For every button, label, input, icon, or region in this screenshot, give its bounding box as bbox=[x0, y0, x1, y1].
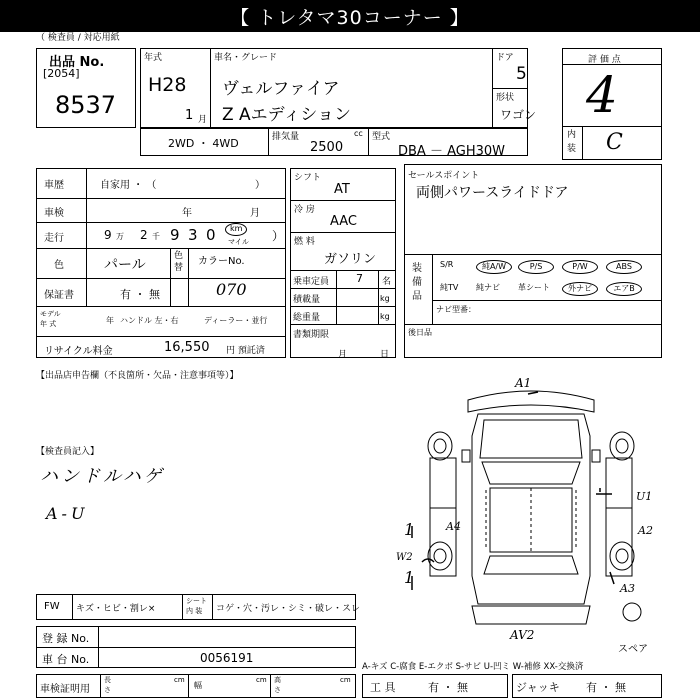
capacity-value: 7 bbox=[356, 272, 363, 285]
displacement-label: 排気量 bbox=[272, 132, 300, 142]
capacity-label: 乗車定員 bbox=[293, 277, 330, 287]
car-rear-window bbox=[484, 556, 578, 574]
inspector-label: 【検査員記入】 bbox=[36, 447, 100, 457]
reg-period-month: 月 bbox=[338, 350, 348, 360]
equipment-item: 革シート bbox=[518, 283, 550, 292]
wheel-rear-right bbox=[610, 542, 634, 570]
load-label: 積載量 bbox=[293, 295, 321, 305]
equipment-item: 外ナビ bbox=[562, 282, 598, 296]
lot-label: 出品 No. bbox=[49, 55, 105, 70]
cert-cm-2: cm bbox=[256, 676, 267, 684]
lot-number: 8537 bbox=[55, 91, 117, 119]
car-hood bbox=[480, 420, 582, 458]
tools-value: 有 ・ 無 bbox=[428, 681, 468, 694]
shift-value: AT bbox=[334, 182, 350, 197]
history-close: ） bbox=[255, 180, 265, 191]
equipment-item: 純ナビ bbox=[476, 283, 500, 292]
details-grid bbox=[36, 168, 286, 358]
score-label: 評 価 点 bbox=[588, 55, 621, 65]
tools-label: 工 具 bbox=[370, 681, 396, 694]
shift-label: シフト bbox=[294, 173, 322, 183]
wheel-front-right bbox=[610, 432, 634, 460]
shape-value: ワゴン bbox=[500, 108, 537, 122]
year-value: H28 bbox=[148, 74, 187, 96]
ac-value: AAC bbox=[330, 214, 357, 229]
cert-width: 幅 bbox=[194, 681, 202, 690]
chassis-label: 車 台 No. bbox=[42, 653, 90, 666]
seat-label: シート 内 装 bbox=[186, 597, 207, 615]
model-name: ヴェルファイア bbox=[222, 79, 340, 99]
chassis-value: 0056191 bbox=[200, 651, 254, 665]
mileage-d5: 0 bbox=[206, 226, 216, 244]
seller-note-label: 【出品店申告欄（不良箇所・欠品・注意事項等）】 bbox=[36, 371, 239, 381]
damage-a3: A3 bbox=[620, 582, 635, 595]
repaint-label: 色 替 bbox=[174, 251, 184, 273]
damage-w2: W2 bbox=[396, 552, 413, 563]
color-code: 070 bbox=[216, 280, 247, 299]
cert-cm-1: cm bbox=[174, 676, 185, 684]
mileage-d1: 9 bbox=[104, 228, 112, 242]
car-windshield bbox=[482, 462, 580, 484]
mileage-label: 走行 bbox=[44, 233, 64, 244]
registration-label: 登 録 No. bbox=[42, 632, 90, 645]
recycle-unit: 円 預託済 bbox=[226, 346, 265, 356]
mileage-d3: 9 bbox=[170, 226, 180, 244]
doors-value: 5 bbox=[516, 64, 527, 84]
header-title: 【 トレタマ30コーナー 】 bbox=[230, 6, 470, 29]
model-year-label1: モデル bbox=[40, 310, 61, 318]
recycle-label: リサイクル料金 bbox=[44, 346, 113, 357]
fw-label: FW bbox=[44, 601, 60, 612]
inspector-line2: A-U bbox=[46, 504, 89, 523]
jack-value: 有 ・ 無 bbox=[586, 681, 626, 694]
inspection-year-unit: 年 bbox=[182, 208, 192, 219]
wheel-front-left bbox=[428, 432, 452, 460]
mileage-d4: 3 bbox=[188, 226, 198, 244]
reg-period-day: 日 bbox=[380, 350, 390, 360]
a1-mark bbox=[528, 392, 538, 394]
spare-tire-icon bbox=[623, 603, 641, 621]
lot-sub: [2054] bbox=[43, 67, 80, 80]
model-grade: Z Aエディション bbox=[222, 105, 351, 125]
model-label: 車名・グレード bbox=[214, 53, 278, 63]
navi-model-label: ナビ型番： bbox=[436, 305, 476, 314]
sales-point-value: 両側パワースライドドア bbox=[416, 185, 569, 201]
equipment-item: エアB bbox=[606, 282, 642, 296]
damage-a2: A2 bbox=[638, 524, 653, 537]
lot-box bbox=[36, 48, 136, 128]
mileage-km: km bbox=[230, 224, 243, 233]
damage-legend: A-キズ C-腐食 E-エクボ S-サビ U-凹ミ W-補修 XX-交換済 bbox=[362, 662, 584, 672]
fuel-value: ガソリン bbox=[324, 252, 377, 267]
jack-label: ジャッキ bbox=[516, 681, 560, 694]
mileage-u2: 千 bbox=[152, 232, 160, 241]
after-install-label: 後日品 bbox=[408, 328, 432, 337]
month-unit: 月 bbox=[198, 115, 208, 125]
wheel-rear-left bbox=[428, 542, 452, 570]
month-value: 1 bbox=[185, 108, 194, 123]
equipment-item: S/R bbox=[440, 260, 454, 269]
mileage-u1: 万 bbox=[116, 232, 124, 241]
ac-label: 冷 房 bbox=[294, 205, 315, 215]
cert-cm-3: cm bbox=[340, 676, 351, 684]
recycle-value: 16,550 bbox=[164, 340, 210, 355]
doors-label: ドア bbox=[496, 53, 514, 63]
equipment-label: 装 備 品 bbox=[412, 263, 422, 302]
warranty-label: 保証書 bbox=[44, 290, 74, 301]
year-label: 年式 bbox=[144, 53, 163, 63]
score-value: 4 bbox=[586, 66, 618, 124]
inspector-line1: ハンドルハゲ bbox=[40, 466, 165, 487]
handle-value: ハンドル 左・右 bbox=[120, 316, 179, 325]
history-label: 車歴 bbox=[44, 180, 64, 191]
model-year-year: 年 bbox=[106, 316, 114, 325]
damage-a4: A4 bbox=[446, 520, 461, 533]
car-rear-bumper bbox=[472, 606, 590, 624]
page-header bbox=[0, 0, 700, 32]
type-value: DBA － AGH30W bbox=[398, 144, 505, 159]
damage-one-b: 1 bbox=[404, 568, 415, 587]
capacity-unit: 名 bbox=[382, 277, 392, 287]
equipment-item: P/W bbox=[562, 260, 598, 274]
warranty-value: 有 ・ 無 bbox=[120, 288, 160, 301]
sales-point-label: セールスポイント bbox=[408, 171, 480, 181]
interior-label: 内 装 bbox=[567, 130, 577, 154]
weight-label: 総重量 bbox=[293, 313, 321, 323]
color-value: パール bbox=[104, 257, 146, 273]
equipment-item: 純A/W bbox=[476, 260, 512, 274]
equipment-item: 純TV bbox=[440, 283, 459, 292]
damage-a1: A1 bbox=[515, 376, 532, 390]
type-label: 型式 bbox=[372, 132, 391, 142]
mileage-d2: 2 bbox=[140, 228, 148, 242]
seat-text: コゲ・穴・汚レ・シミ・破レ・スレ bbox=[216, 604, 361, 614]
damage-one-a: 1 bbox=[404, 520, 415, 539]
spare-label: スペア bbox=[618, 644, 648, 655]
reg-period-label: 書類期限 bbox=[293, 330, 330, 340]
color-code-label: カラーNo. bbox=[198, 256, 245, 267]
inspection-month-unit: 月 bbox=[250, 208, 260, 219]
car-diagram bbox=[400, 380, 662, 640]
displacement-value: 2500 bbox=[310, 140, 344, 155]
top-note: （ 検査員 / 対応用紙 bbox=[36, 33, 120, 43]
interior-value: C bbox=[606, 130, 623, 155]
weight-unit: kg bbox=[380, 312, 390, 321]
cert-label: 車検証明用 bbox=[40, 684, 90, 695]
equipment-item: ABS bbox=[606, 260, 642, 274]
drive-value: 2WD ・ 4WD bbox=[168, 137, 239, 150]
damage-av2: AV2 bbox=[510, 628, 535, 642]
dealer-value: ディーラー・並行 bbox=[204, 316, 268, 325]
fw-text: キズ・ヒビ・割レ× bbox=[76, 604, 156, 614]
model-year-label2: 年 式 bbox=[40, 320, 57, 328]
history-value: 自家用 ・ （ bbox=[100, 180, 157, 191]
inspection-label: 車検 bbox=[44, 208, 64, 219]
damage-u1: U1 bbox=[636, 490, 653, 503]
color-label: 色 bbox=[54, 260, 64, 271]
shape-label: 形状 bbox=[496, 93, 515, 103]
displacement-unit: cc bbox=[354, 129, 363, 138]
cert-length: 長 さ bbox=[104, 676, 111, 694]
load-unit: kg bbox=[380, 294, 390, 303]
equipment-item: P/S bbox=[518, 260, 554, 274]
mileage-mile: マイル bbox=[228, 238, 249, 246]
fuel-label: 燃 料 bbox=[294, 237, 315, 247]
cert-height: 高 さ bbox=[274, 676, 281, 694]
